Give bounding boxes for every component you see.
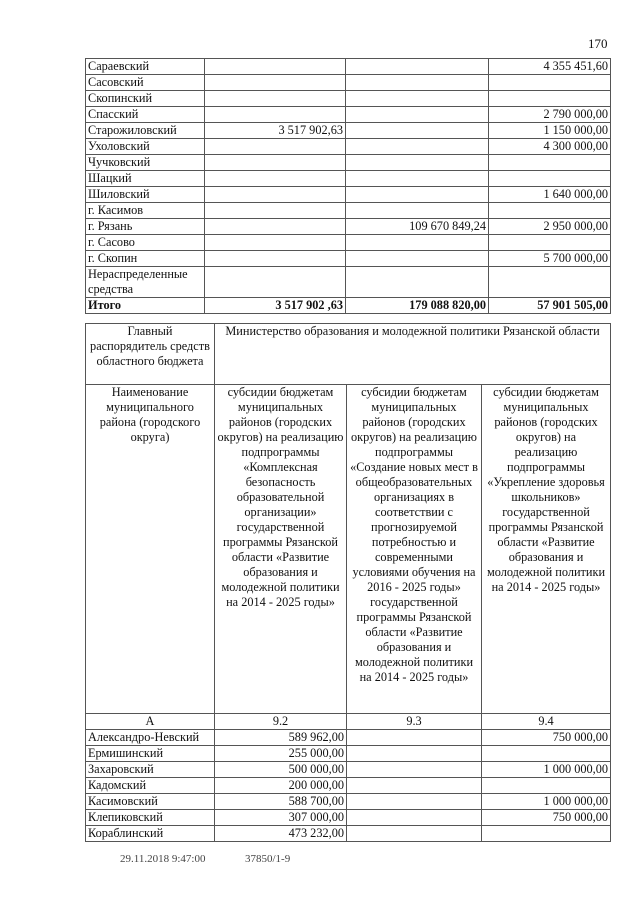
amount-cell (346, 155, 489, 171)
amount-cell (346, 139, 489, 155)
amount-cell: 588 700,00 (215, 794, 347, 810)
header-col-9-4: субсидии бюджетам муниципальных районов (городских округов) на реализацию подпрограммы «Укрепление здоровья школьников» государственной программы Рязанской области «Развитие образования и молодежной политики на 2014 - 2025 годы» (482, 385, 611, 714)
table-row (86, 778, 611, 794)
amount-cell (347, 826, 482, 842)
amount-cell (346, 251, 489, 267)
amount-cell (205, 139, 346, 155)
footer-doc-id: 37850/1-9 (245, 853, 291, 865)
amount-cell (346, 203, 489, 219)
amount-cell: 750 000,00 (482, 810, 611, 826)
table-row (86, 810, 611, 826)
table-row (86, 123, 611, 139)
amount-cell: 307 000,00 (215, 810, 347, 826)
table-row (86, 251, 611, 267)
table-row (86, 203, 611, 219)
amount-cell (489, 267, 611, 298)
municipality-name: Скопинский (86, 91, 205, 107)
municipality-name: Кадомский (86, 778, 215, 794)
header-main-distributor: Главный распорядитель средств областного бюджета (86, 324, 215, 385)
table-row (86, 794, 611, 810)
amount-cell (205, 267, 346, 298)
column-number-row (86, 714, 611, 730)
municipality-name: Чучковский (86, 155, 205, 171)
col-number-9-2: 9.2 (215, 714, 347, 730)
municipality-name: Шацкий (86, 171, 205, 187)
amount-cell (205, 75, 346, 91)
amount-cell (489, 203, 611, 219)
amount-cell (347, 778, 482, 794)
amount-cell (346, 267, 489, 298)
table-row (86, 762, 611, 778)
amount-cell (346, 171, 489, 187)
table-row (86, 171, 611, 187)
amount-cell: 3 517 902,63 (205, 123, 346, 139)
amount-cell (347, 762, 482, 778)
municipality-name: Клепиковский (86, 810, 215, 826)
amount-cell (489, 155, 611, 171)
municipality-name: Захаровский (86, 762, 215, 778)
amount-cell: 500 000,00 (215, 762, 347, 778)
amount-cell (347, 810, 482, 826)
amount-cell: 589 962,00 (215, 730, 347, 746)
amount-cell (489, 75, 611, 91)
amount-cell: 4 300 000,00 (489, 139, 611, 155)
allocation-table-continued (85, 58, 611, 314)
table-row (86, 75, 611, 91)
table-row (86, 91, 611, 107)
amount-cell: 179 088 820,00 (346, 298, 489, 314)
amount-cell: 1 000 000,00 (482, 762, 611, 778)
amount-cell: 2 950 000,00 (489, 219, 611, 235)
amount-cell: 1 150 000,00 (489, 123, 611, 139)
amount-cell: 109 670 849,24 (346, 219, 489, 235)
amount-cell (346, 75, 489, 91)
amount-cell (205, 251, 346, 267)
amount-cell (205, 155, 346, 171)
header-municipality: Наименование муниципального района (городского округа) (86, 385, 215, 714)
amount-cell: 255 000,00 (215, 746, 347, 762)
amount-cell (205, 203, 346, 219)
amount-cell: 750 000,00 (482, 730, 611, 746)
amount-cell: 473 232,00 (215, 826, 347, 842)
amount-cell (346, 59, 489, 75)
amount-cell (205, 91, 346, 107)
amount-cell: 4 355 451,60 (489, 59, 611, 75)
header-row-distributor (86, 324, 611, 385)
municipality-name: г. Сасово (86, 235, 205, 251)
header-col-9-3: субсидии бюджетам муниципальных районов (городских округов) на реализацию подпрограммы «Создание новых мест в общеобразовательных организациях в соответствии с прогнозируемой потребностью и современными условиями обучения на 2016 - 2025 годы» государственной программы Рязанской области «Развитие образования и молодежной политики на 2014 - 2025 годы» (347, 385, 482, 714)
amount-cell (489, 235, 611, 251)
municipality-name: Нераспределенные средства (86, 267, 205, 298)
amount-cell (346, 187, 489, 203)
header-col-9-2: субсидии бюджетам муниципальных районов (городских округов) на реализацию подпрограммы «Комплексная безопасность образовательной организации» государственной программы Рязанской области «Развитие образования и молодежной политики на 2014 - 2025 годы» (215, 385, 347, 714)
amount-cell: 3 517 902 ,63 (205, 298, 346, 314)
amount-cell (346, 123, 489, 139)
total-row (86, 298, 611, 314)
table-row (86, 59, 611, 75)
header-ministry: Министерство образования и молодежной политики Рязанской области (215, 324, 611, 385)
municipality-name: Ухоловский (86, 139, 205, 155)
amount-cell: 5 700 000,00 (489, 251, 611, 267)
page-number: 170 (588, 36, 608, 51)
municipality-name: Касимовский (86, 794, 215, 810)
amount-cell (205, 107, 346, 123)
municipality-name: г. Скопин (86, 251, 205, 267)
amount-cell: 200 000,00 (215, 778, 347, 794)
amount-cell (489, 171, 611, 187)
amount-cell: 1 640 000,00 (489, 187, 611, 203)
municipality-name: Итого (86, 298, 205, 314)
footer-timestamp: 29.11.2018 9:47:00 (120, 853, 206, 865)
amount-cell: 1 000 000,00 (482, 794, 611, 810)
table-row (86, 187, 611, 203)
amount-cell (346, 107, 489, 123)
amount-cell (205, 187, 346, 203)
amount-cell (489, 91, 611, 107)
municipality-name: Сараевский (86, 59, 205, 75)
subsidy-table (85, 323, 611, 842)
col-number-a: А (86, 714, 215, 730)
table-row (86, 107, 611, 123)
municipality-name: Александро-Невский (86, 730, 215, 746)
table-row (86, 826, 611, 842)
table-row (86, 155, 611, 171)
amount-cell (205, 235, 346, 251)
table-row (86, 219, 611, 235)
amount-cell (205, 59, 346, 75)
table-row (86, 235, 611, 251)
municipality-name: г. Рязань (86, 219, 205, 235)
header-row-columns (86, 385, 611, 714)
municipality-name: Сасовский (86, 75, 205, 91)
amount-cell (205, 171, 346, 187)
amount-cell: 57 901 505,00 (489, 298, 611, 314)
amount-cell (205, 219, 346, 235)
amount-cell (346, 91, 489, 107)
municipality-name: Шиловский (86, 187, 205, 203)
amount-cell: 2 790 000,00 (489, 107, 611, 123)
amount-cell (347, 794, 482, 810)
municipality-name: Кораблинский (86, 826, 215, 842)
col-number-9-3: 9.3 (347, 714, 482, 730)
amount-cell (347, 730, 482, 746)
table-row (86, 267, 611, 298)
amount-cell (482, 778, 611, 794)
col-number-9-4: 9.4 (482, 714, 611, 730)
amount-cell (347, 746, 482, 762)
amount-cell (346, 235, 489, 251)
amount-cell (482, 746, 611, 762)
table-row (86, 746, 611, 762)
table-row (86, 730, 611, 746)
municipality-name: Спасский (86, 107, 205, 123)
amount-cell (482, 826, 611, 842)
municipality-name: Ермишинский (86, 746, 215, 762)
table-row (86, 139, 611, 155)
municipality-name: Старожиловский (86, 123, 205, 139)
municipality-name: г. Касимов (86, 203, 205, 219)
